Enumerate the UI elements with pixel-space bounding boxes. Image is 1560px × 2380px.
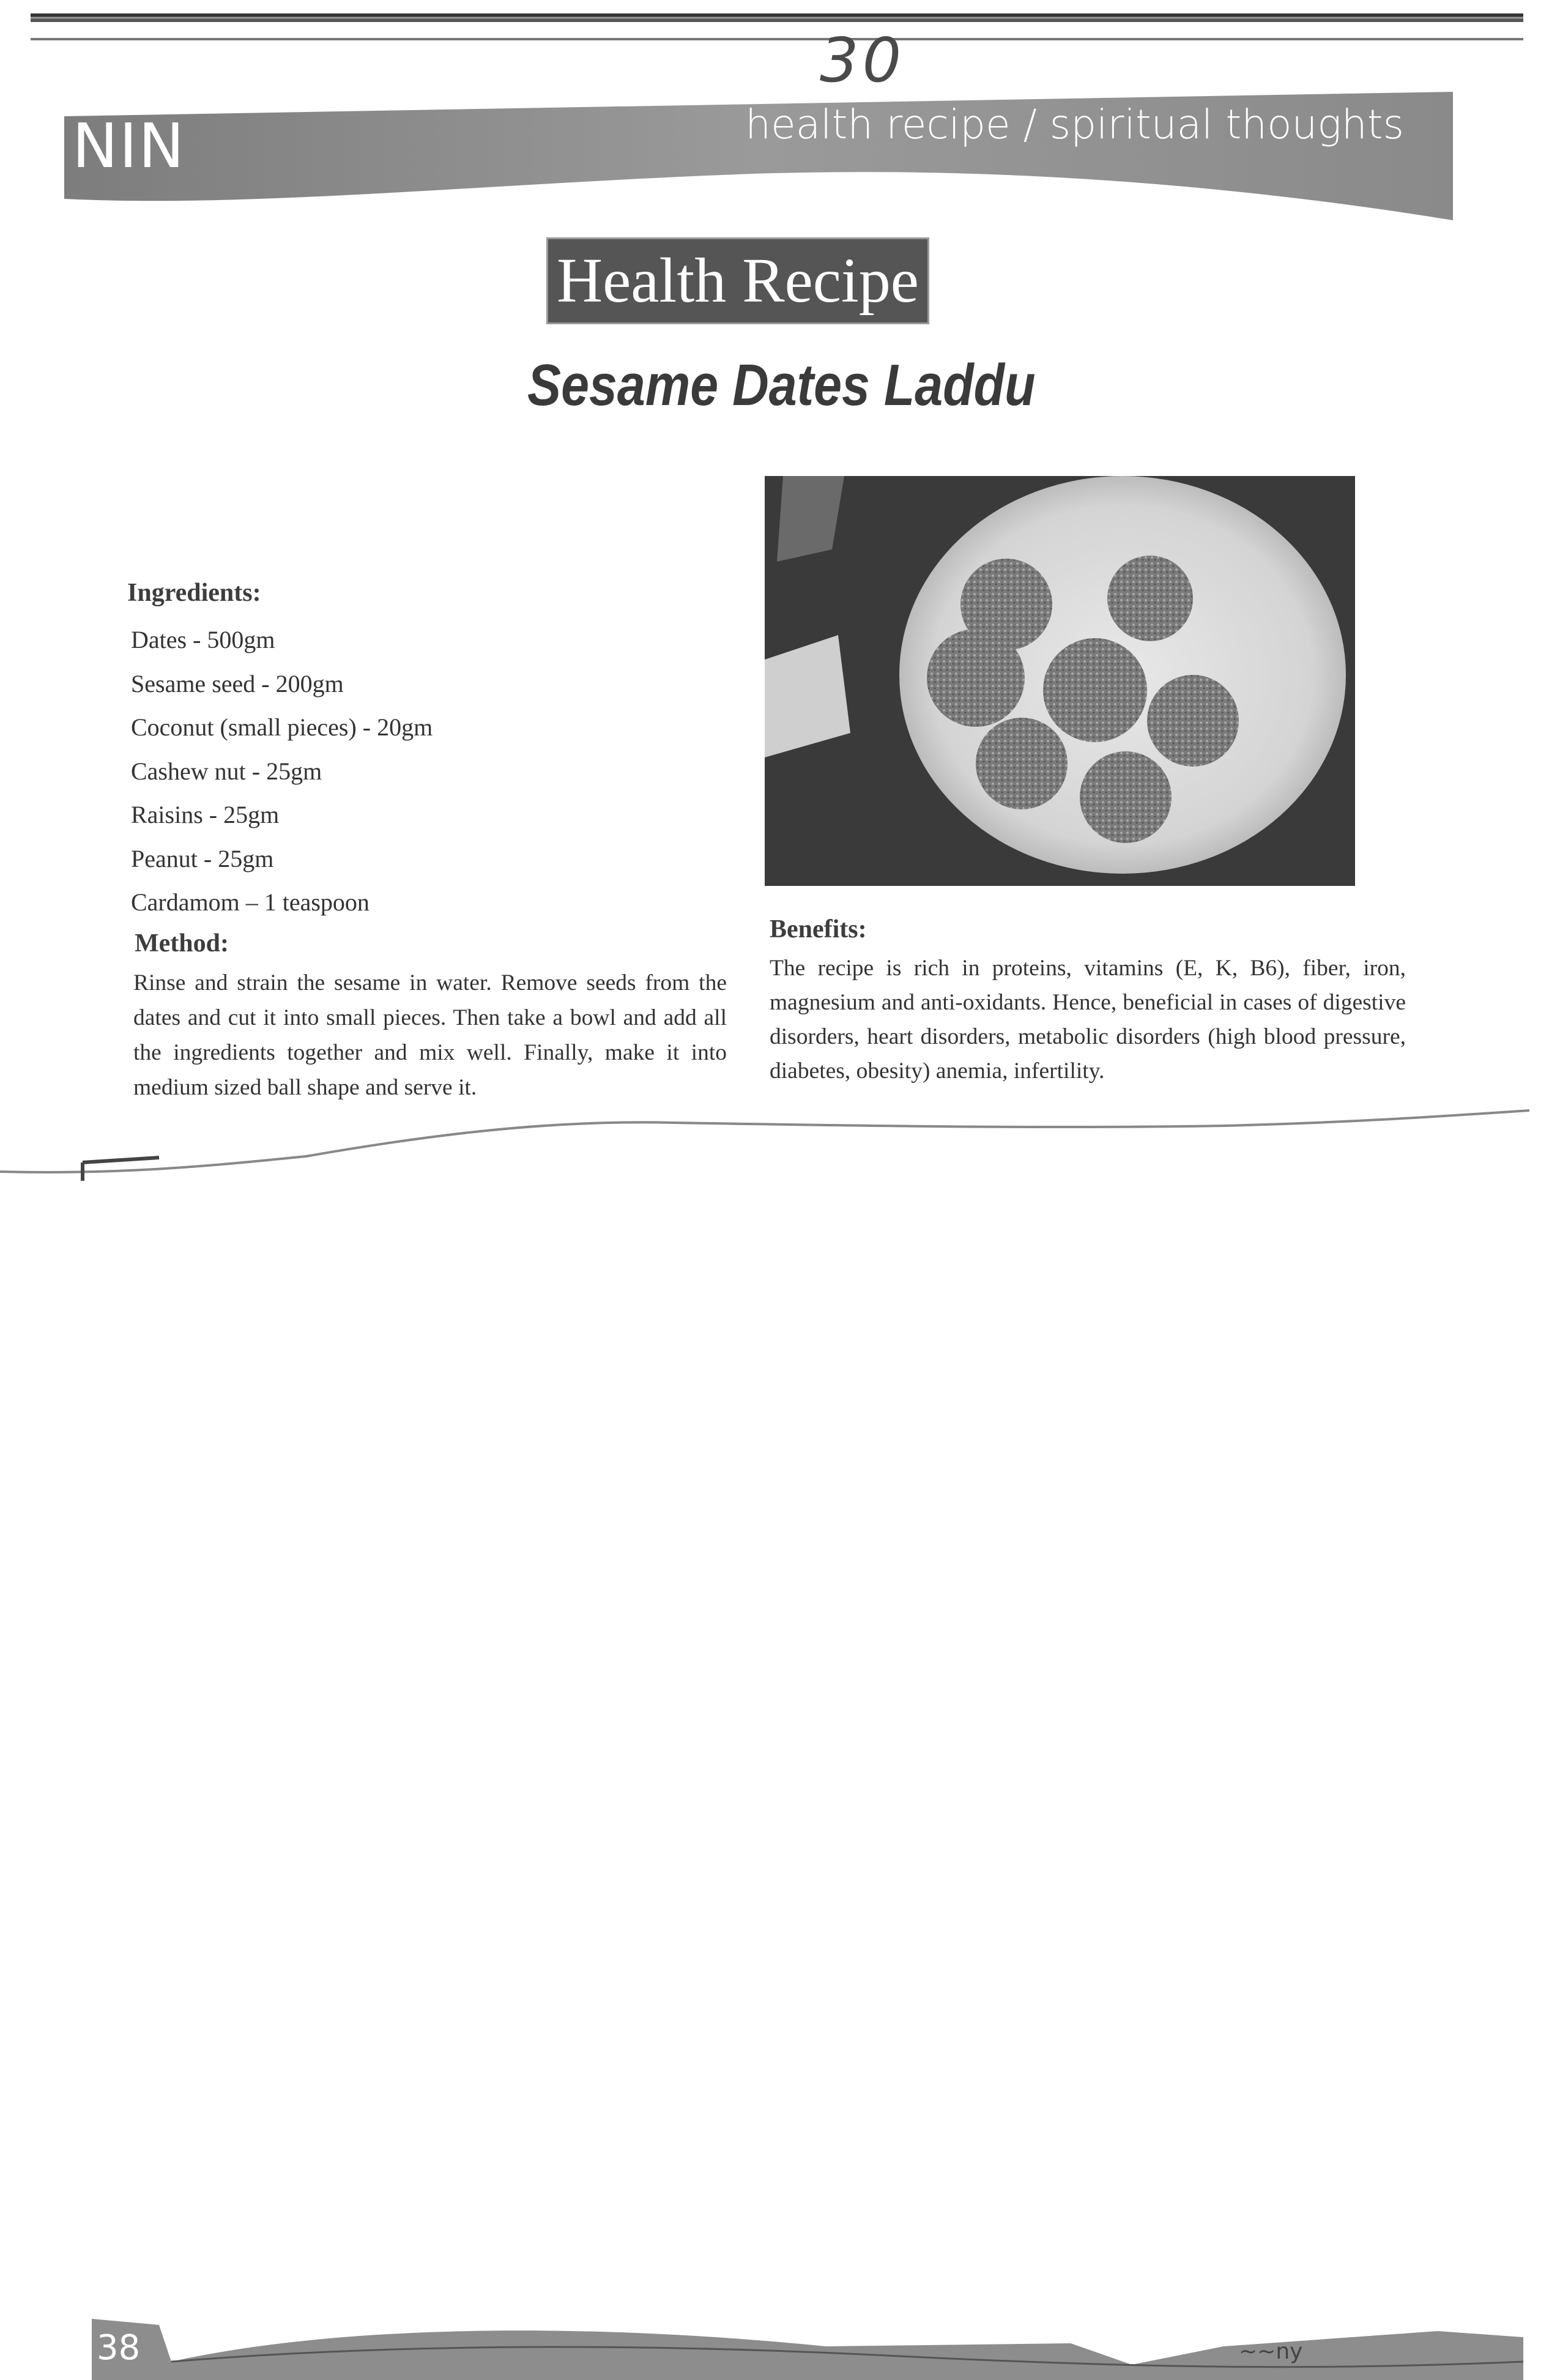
brand-logo-text: NIN xyxy=(72,110,186,182)
torn-paper-edge xyxy=(0,1083,1529,1205)
benefits-heading: Benefits: xyxy=(770,915,867,943)
ingredient-item: Cardamom – 1 teaspoon xyxy=(131,888,370,916)
health-recipe-badge: Health Recipe xyxy=(546,237,929,324)
ingredient-item: Raisins - 25gm xyxy=(131,801,280,828)
recipe-title: Sesame Dates Laddu xyxy=(527,352,1036,418)
ingredient-item: Sesame seed - 200gm xyxy=(131,669,344,697)
handwritten-page-number: 30 xyxy=(820,24,905,96)
footer-band xyxy=(92,2319,1523,2380)
benefits-text: The recipe is rich in proteins, vitamins (E, K, B6), fiber, iron, magnesium and anti-oxidants. Hence, beneficial in cases of digestive disorders, heart disorders, metabolic disorders (high blood pressure, diabetes, obesity) anemia, infertility. xyxy=(770,956,1406,1084)
footer-text-fragment: ~~ny xyxy=(1239,2339,1303,2364)
scan-top-edge xyxy=(31,13,1523,22)
method-text: Rinse and strain the sesame in water. Remove seeds from the dates and cut it into small pieces. Then take a bowl and add all the ingredients together and mix well. Finally, make it into medium sized ball shape and serve it. xyxy=(133,970,727,1100)
ingredients-list xyxy=(131,618,433,924)
section-title: health recipe / spiritual thoughts xyxy=(745,101,1404,148)
method-heading: Method: xyxy=(135,929,229,958)
ingredient-item: Cashew nut - 25gm xyxy=(131,757,322,785)
ingredients-heading: Ingredients: xyxy=(127,579,261,607)
footer-page-number: 38 xyxy=(97,2328,141,2368)
scan-top-line xyxy=(31,38,1523,40)
ingredient-item: Dates - 500gm xyxy=(131,626,275,653)
laddu-photo xyxy=(765,476,1355,886)
ingredient-item: Coconut (small pieces) - 20gm xyxy=(131,713,433,741)
ingredient-item: Peanut - 25gm xyxy=(131,844,274,872)
